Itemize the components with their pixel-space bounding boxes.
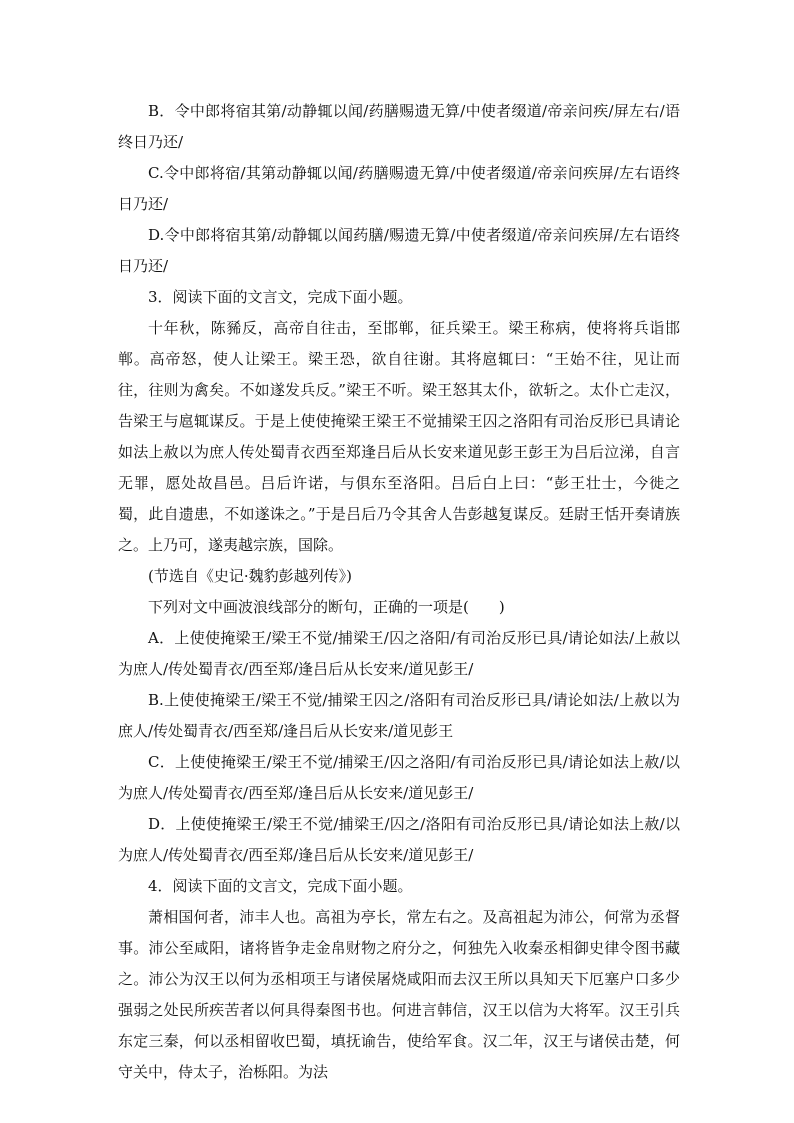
document-page xyxy=(118,96,680,1088)
q2-option-c: C.令中郎将宿/其第动静辄以闻/药膳赐遗无算/中使者缀道/帝亲问疾屏/左右语终日乃还/ xyxy=(118,164,680,213)
q3-passage-part2: 是上使使掩梁王梁王不觉捕梁王囚之洛阳有司治反形已具请论如法上赦以为庶人传处蜀青衣西至郑逢吕后从长安来道见彭王彭王为吕后泣涕，自言无罪，愿处故昌邑。吕后许诺，与俱东至洛阳。吕后白上曰：“彭王壮士，今徙之蜀，此自遗患，不如遂诛之。”于是吕后乃令其舍人告彭越复谋反。廷尉王恬开奏请族之。上乃可，遂夷越宗族，国除。 xyxy=(118,412,680,554)
q3-passage xyxy=(118,313,680,561)
q3-source: (节选自《史记·魏豹彭越列传》) xyxy=(148,567,352,585)
q3-option-a: A．上使使掩梁王/梁王不觉/捕梁王/囚之洛阳/有司治反形已具/请论如法/上赦以为庶人/传处蜀青衣/西至郑/逢吕后从长安来/道见彭王/ xyxy=(118,629,680,678)
q4-passage-part2: 王以何为丞相项王与诸侯屠烧咸阳而去汉王所以具知天下厄塞户口多少强弱之处民所疾苦者以何具得秦图书也 xyxy=(118,970,680,1019)
q3-option-c: C．上使使掩梁王/梁王不觉/捕梁王/囚之洛阳/有司治反形已具/请论如法上赦/以为庶人/传处蜀青衣/西至郑/逢吕后从长安来/道见彭王/ xyxy=(118,753,680,802)
q3-option-b: B.上使使掩梁王/梁王不觉/捕梁王囚之/洛阳有司治反形已具/请论如法/上赦以为庶人/传处蜀青衣/西至郑/逢吕后从长安来/道见彭王 xyxy=(118,691,680,740)
q3-prompt: 3．阅读下面的文言文，完成下面小题。 xyxy=(148,288,413,306)
q4-prompt: 4．阅读下面的文言文，完成下面小题。 xyxy=(148,877,413,895)
q3-option-d: D．上使使掩梁王/梁王不觉/捕梁王/囚之/洛阳有司治反形已具/请论如法上赦/以为庶人/传处蜀青衣/西至郑/逢吕后从长安来/道见彭王/ xyxy=(118,815,680,864)
q4-passage-part3: 。何进言韩信，汉王以信为大将军。汉王引兵东定三秦，何以丞相留收巴蜀，填抚谕告，使给军食。汉二年，汉王与诸侯击楚，何守关中，侍太子，治栎阳。为法 xyxy=(118,1001,680,1081)
q3-passage-part1: 十年秋，陈豨反，高帝自往击，至邯郸，征兵梁王。梁王称病，使将将兵诣邯郸。高帝怒，使人让梁王。梁王恐，欲自往谢。其将扈辄曰：“王始不往，见让而往，往则为禽矣。不如遂发兵反。”梁王不听。梁王怒其太仆，欲斩之。太仆亡走汉，告梁王与扈辄谋反。于 xyxy=(118,319,680,430)
q3-question: 下列对文中画波浪线部分的断句，正确的一项是( ) xyxy=(148,598,505,616)
q4-passage-part1: 萧相国何者，沛丰人也。高祖为亭长，常左右之。及高祖起为沛公，何常为丞督事。沛公至咸阳，诸将皆争走金帛财物之府分之，何独先入收秦丞相御史律令图书藏之。沛公为汉 xyxy=(118,908,680,988)
q2-option-b: B．令中郎将宿其第/动静辄以闻/药膳赐遗无算/中使者缀道/帝亲问疾/屏左右/语终日乃还/ xyxy=(118,102,680,151)
q4-passage xyxy=(118,902,680,1088)
q2-option-d: D.令中郎将宿其第/动静辄以闻药膳/赐遗无算/中使者缀道/帝亲问疾屏/左右语终日乃还/ xyxy=(118,226,680,275)
